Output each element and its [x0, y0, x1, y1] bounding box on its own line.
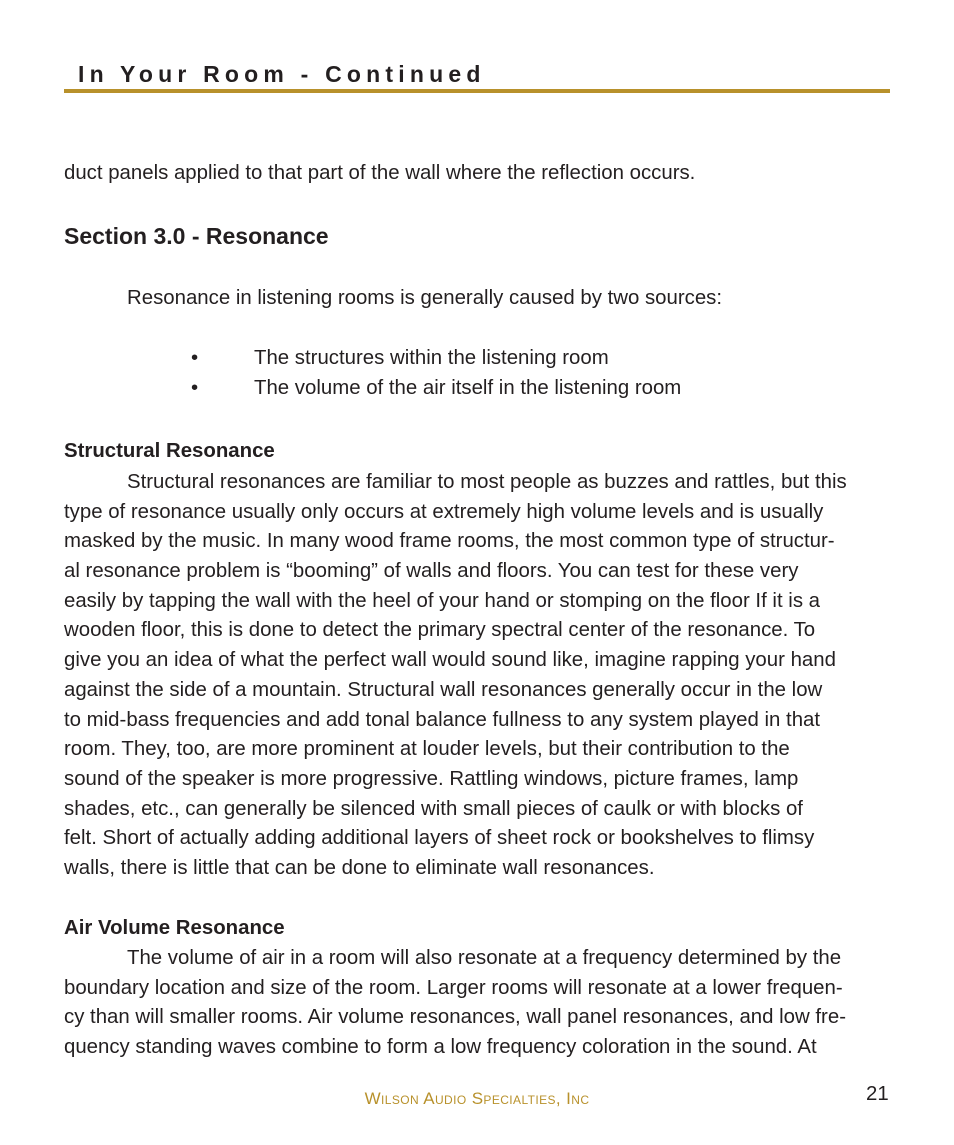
- paragraph-line: shades, etc., can generally be silenced with small pieces of caulk or with blocks of: [64, 797, 803, 820]
- structural-resonance-heading: Structural Resonance: [64, 440, 275, 462]
- bullet-item: [191, 373, 681, 403]
- bullet-symbol: •: [191, 377, 199, 399]
- bullet-text: The volume of the air itself in the listening room: [254, 377, 682, 399]
- header-divider: [64, 89, 890, 93]
- paragraph-line: quency standing waves combine to form a low frequency coloration in the sound. At: [64, 1036, 817, 1059]
- page-header-title: In Your Room - Continued: [78, 61, 486, 87]
- paragraph-line: room. They, too, are more prominent at louder levels, but their contribution to the: [64, 738, 790, 761]
- bullet-symbol: •: [191, 347, 199, 369]
- paragraph-line: The volume of air in a room will also resonate at a frequency determined by the: [127, 947, 842, 969]
- paragraph-line: cy than will smaller rooms. Air volume resonances, wall panel resonances, and low fre-: [64, 1006, 846, 1029]
- paragraph-line: masked by the music. In many wood frame rooms, the most common type of structur-: [64, 530, 835, 553]
- intro-continuation-text: duct panels applied to that part of the wall where the reflection occurs.: [64, 162, 696, 184]
- air-volume-resonance-heading: Air Volume Resonance: [64, 917, 285, 939]
- footer-company-name: Wilson Audio Specialties, Inc: [364, 1089, 590, 1108]
- structural-resonance-paragraph: [64, 468, 894, 884]
- paragraph-line: felt. Short of actually adding additional layers of sheet rock or bookshelves to flimsy: [64, 827, 815, 850]
- paragraph-line: boundary location and size of the room. Larger rooms will resonate at a lower frequen-: [64, 976, 843, 999]
- section-heading: Section 3.0 - Resonance: [64, 223, 329, 249]
- paragraph-line: against the side of a mountain. Structural wall resonances generally occur in the low: [64, 678, 823, 701]
- paragraph-line: to mid-bass frequencies and add tonal balance fullness to any system played in that: [64, 708, 821, 731]
- paragraph-line: walls, there is little that can be done to eliminate wall resonances.: [64, 856, 655, 879]
- paragraph-line: sound of the speaker is more progressive. Rattling windows, picture frames, lamp: [64, 767, 799, 790]
- paragraph-line: give you an idea of what the perfect wall would sound like, imagine rapping your hand: [64, 649, 836, 672]
- paragraph-line: type of resonance usually only occurs at extremely high volume levels and is usually: [64, 500, 824, 523]
- section-lead-text: Resonance in listening rooms is generally caused by two sources:: [127, 287, 723, 309]
- bullet-text: The structures within the listening room: [254, 347, 609, 369]
- paragraph-line: wooden floor, this is done to detect the primary spectral center of the resonance. To: [64, 619, 816, 642]
- page-number: 21: [866, 1083, 889, 1105]
- bullet-item: [191, 343, 609, 373]
- paragraph-line: Structural resonances are familiar to most people as buzzes and rattles, but this: [127, 471, 847, 493]
- paragraph-line: al resonance problem is “booming” of walls and floors. You can test for these very: [64, 560, 799, 583]
- paragraph-line: easily by tapping the wall with the heel of your hand or stomping on the floor If it is a: [64, 589, 821, 612]
- air-volume-resonance-paragraph: [64, 944, 894, 1063]
